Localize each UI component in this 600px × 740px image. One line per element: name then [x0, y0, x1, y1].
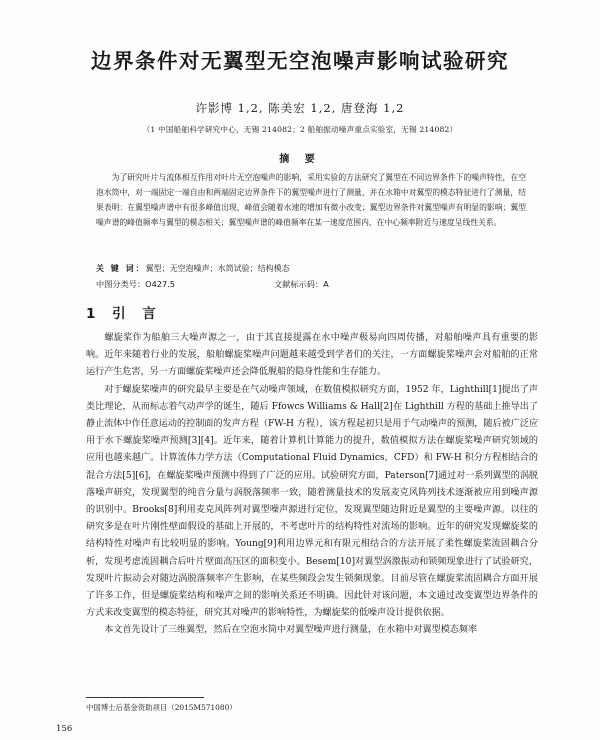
author-line: 许影博 1,2, 陈美宏 1,2, 唐登海 1,2	[195, 101, 405, 115]
body-paragraph: 对于螺旋桨噪声的研究最早主要是在气动噪声领域，在数值模拟研究方面，1952 年，Lighthill[1]提出了声类比理论，从而标志着气动声学的诞生，随后 Ffowcs Williams & Hall[2]在 Lighthill 方程的基础上推导出了静止流体中作任意运动的控制面的发声方程（FW-H 方程），该方程起初只是用于气动噪声的预测，随后被广泛应用于水下螺旋桨噪声预测[3][4]。近年来，随着计算机计算能力的提升，数值模拟方法在螺旋桨噪声研究领域的应用也越来越广。计算流体力学方法（Computational Fluid Dynamics，CFD）和 FW-H 积分方程相结合的混合方法[5][6]，在螺旋桨噪声预测中得到了广泛的应用。试验研究方面，Paterson[7]通过对一系列翼型的涡脱落噪声研究，发现翼型的纯音分量与涡脱落频率一致，随着测量技术的发展麦克风阵列技术逐渐被应用到噪声源的识别中。Brooks[8]利用麦克风阵列对翼型噪声源进行定位，发现翼型随边附近是翼型的主要噪声源。以往的研究多是在叶片刚性壁面假设的基础上开展的，不考虑叶片的结构特性对流场的影响。近年的研究发现螺旋桨的结构特性对噪声有比较明显的影响。Young[9]利用边界元和有限元相结合的方法开展了柔性螺旋桨流固耦合分析，发现考虑流固耦合后叶片壁面高压区的面积变小。Besem[10]对翼型涡激振动和锁频现象进行了试验研究，发现叶片振动会对随边涡脱落频率产生影响，在某些频段会发生锁频现象。目前尽管在螺旋桨流固耦合方面开展了许多工作，但是螺旋桨结构和噪声之间的影响关系还不明确。因此针对该问题，本文通过改变翼型边界条件的方式来改变翼型的模态特征，研究其对噪声的影响特性，为螺旋桨的低噪声设计提供依据。	[86, 384, 539, 619]
funding-footnote: 中国博士后基金资助项目（2015M571080）	[86, 703, 237, 712]
page-number: 156	[56, 724, 73, 734]
keywords-label: 关 键 词：	[96, 264, 146, 273]
keywords-text: 翼型；无空泡噪声；水筒试验；结构模态	[145, 264, 290, 273]
classification-line	[96, 278, 526, 291]
keywords-line	[96, 262, 526, 275]
body-paragraph: 本文首先设计了三维翼型，然后在空泡水筒中对翼型噪声进行测量，在水箱中对翼型模态频率	[104, 625, 478, 636]
section-heading-introduction: 1 引 言	[86, 306, 162, 322]
footnote-divider	[86, 697, 204, 698]
clc-number: 中图分类号：O427.5	[96, 279, 176, 289]
abstract-heading: 摘 要	[279, 154, 321, 165]
abstract-text: 为了研究叶片与流体相互作用对叶片无空泡噪声的影响，采用实验的方法研究了翼型在不同边界条件下的噪声特性，在空泡水筒中，对一端固定一端自由和两端固定边界条件下的翼型噪声进行了测量，并在水箱中对翼型的模态特征进行了测量，结果表明：在翼型噪声谱中有很多峰值出现，峰值会随着水速的增加有微小改变；翼型边界条件对翼型噪声有明显的影响；翼型噪声谱的峰值频率与翼型的模态相关；翼型噪声谱的峰值频率在某一速度范围内，在中心频率附近与速度呈线性关系。	[96, 173, 526, 227]
affiliation-line: （1 中国船舶科学研究中心，无锡 214082；2 船舶振动噪声重点实验室，无锡 214082）	[142, 125, 458, 134]
document-code: 文献标示码：A	[274, 279, 329, 289]
paper-title: 边界条件对无翼型无空泡噪声影响试验研究	[91, 49, 509, 73]
body-paragraph: 螺旋桨作为船舶三大噪声源之一，由于其直接提露在水中噪声极易向四周传播，对船舶噪声具有重要的影响。近年来随着行业的发展，船舶螺旋桨噪声问题越来越受到学者们的关注，一方面螺旋桨噪声会对船舶的正常运行产生危害，另一方面螺旋桨噪声还会降低舰船的隐身性能和生存能力。	[86, 333, 538, 378]
body-text	[86, 330, 538, 640]
